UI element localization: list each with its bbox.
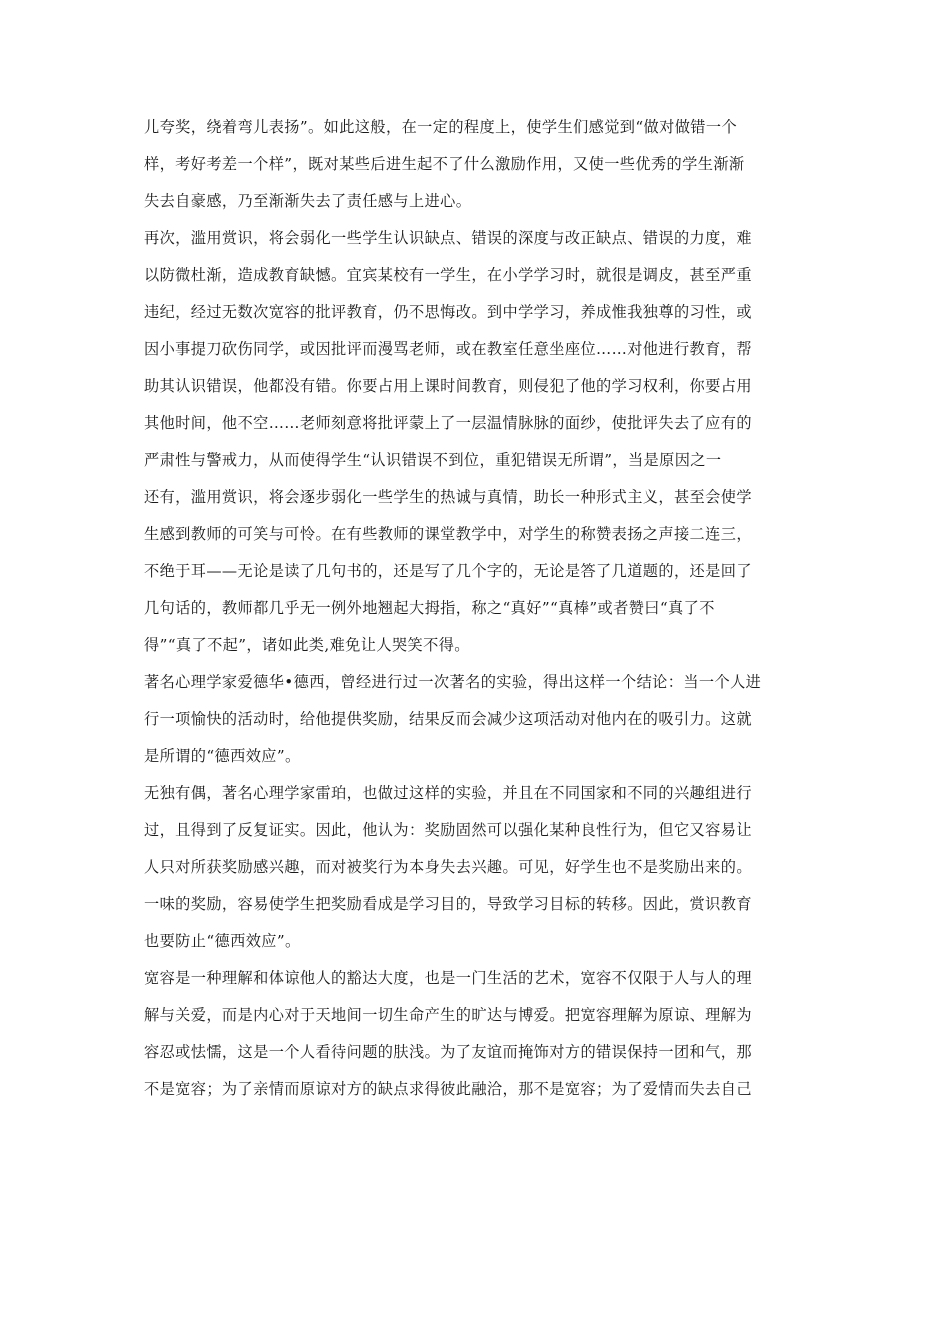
text-line: 行一项愉快的活动时，给他提供奖励，结果反而会减少这项活动对他内在的吸引力。这就 <box>144 710 752 728</box>
text-line: 因小事提刀砍伤同学，或因批评而漫骂老师，或在教室任意坐座位……对他进行教育，帮 <box>144 340 752 358</box>
text-line: 还有，滥用赏识，将会逐步弱化一些学生的热诚与真情，助长一种形式主义，甚至会使学 <box>144 488 752 506</box>
paragraph <box>144 220 808 479</box>
text-line: 严肃性与警戒力，从而使得学生“认识错误不到位，重犯错误无所谓”，当是原因之一 <box>144 451 722 469</box>
paragraph <box>144 775 808 960</box>
text-line: 助其认识错误，他都没有错。你要占用上课时间教育，则侵犯了他的学习权利，你要占用 <box>144 377 752 395</box>
text-line: 样，考好考差一个样”，既对某些后进生起不了什么激励作用，又使一些优秀的学生渐渐 <box>144 155 745 173</box>
text-line: 宽容是一种理解和体谅他人的豁达大度，也是一门生活的艺术，宽容不仅限于人与人的理 <box>144 969 752 987</box>
text-line: 违纪，经过无数次宽容的批评教育，仍不思悔改。到中学学习，养成惟我独尊的习性，或 <box>144 303 752 321</box>
text-line: 一味的奖励，容易使学生把奖励看成是学习目的，导致学习目标的转移。因此，赏识教育 <box>144 895 752 913</box>
text-line: 人只对所获奖励感兴趣，而对被奖行为本身失去兴趣。可见，好学生也不是奖励出来的。 <box>144 858 752 876</box>
text-line: 解与关爱，而是内心对于天地间一切生命产生的旷达与博爱。把宽容理解为原谅、理解为 <box>144 1006 752 1024</box>
paragraph <box>144 664 808 775</box>
text-line: 过，且得到了反复证实。因此，他认为：奖励固然可以强化某种良性行为，但它又容易让 <box>144 821 752 839</box>
paragraph <box>144 109 808 220</box>
text-line: 几句话的，教师都几乎无一例外地翘起大拇指，称之“真好”“真棒”或者赞曰“真了不 <box>144 599 715 617</box>
text-line: 其他时间，他不空……老师刻意将批评蒙上了一层温情脉脉的面纱，使批评失去了应有的 <box>144 414 752 432</box>
text-line: 儿夸奖，绕着弯儿表扬”。如此这般，在一定的程度上，使学生们感觉到“做对做错一个 <box>144 118 738 136</box>
text-line: 也要防止“德西效应”。 <box>144 932 301 950</box>
text-line: 容忍或怯懦，这是一个人看待问题的肤浅。为了友谊而掩饰对方的错误保持一团和气，那 <box>144 1043 752 1061</box>
paragraph <box>144 479 808 664</box>
text-line: 再次，滥用赏识，将会弱化一些学生认识缺点、错误的深度与改正缺点、错误的力度，难 <box>144 229 752 247</box>
text-line: 无独有偶，著名心理学家雷珀，也做过这样的实验，并且在不同国家和不同的兴趣组进行 <box>144 784 752 802</box>
text-line: 以防微杜渐，造成教育缺憾。宜宾某校有一学生，在小学学习时，就很是调皮，甚至严重 <box>144 266 752 284</box>
document-body <box>144 109 808 1108</box>
text-line: 得”“真了不起”，诸如此类,难免让人哭笑不得。 <box>144 636 470 654</box>
text-line: 生感到教师的可笑与可怜。在有些教师的课堂教学中，对学生的称赞表扬之声接二连三， <box>144 525 752 543</box>
text-line: 著名心理学家爱德华•德西，曾经进行过一次著名的实验，得出这样一个结论：当一个人进 <box>144 673 762 691</box>
text-line: 不绝于耳——无论是读了几句书的，还是写了几个字的，无论是答了几道题的，还是回了 <box>144 562 752 580</box>
text-line: 失去自豪感，乃至渐渐失去了责任感与上进心。 <box>144 192 472 210</box>
text-line: 是所谓的“德西效应”。 <box>144 747 301 765</box>
text-line: 不是宽容；为了亲情而原谅对方的缺点求得彼此融洽，那不是宽容；为了爱情而失去自己 <box>144 1080 752 1098</box>
paragraph <box>144 960 808 1108</box>
